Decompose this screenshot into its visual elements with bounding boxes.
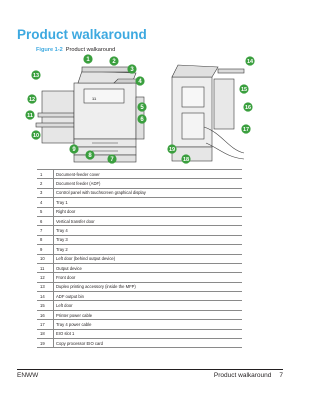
part-description: Tray 1	[54, 198, 243, 207]
svg-text:13: 13	[32, 73, 40, 80]
svg-text:6: 6	[140, 117, 144, 124]
footer-section	[214, 372, 283, 379]
part-number: 7	[37, 226, 54, 235]
page-title: Product walkaround	[17, 27, 147, 42]
svg-text:14: 14	[246, 59, 254, 66]
table-row	[37, 188, 242, 197]
part-number: 18	[37, 329, 54, 338]
table-row	[37, 263, 242, 272]
table-row	[37, 292, 242, 301]
part-description: Tray 4	[54, 226, 243, 235]
footer-section-title: Product walkaround	[213, 372, 272, 379]
svg-text:9: 9	[72, 147, 76, 154]
part-number: 10	[37, 254, 54, 263]
table-row	[37, 235, 242, 244]
product-walkaround-illustration	[22, 53, 258, 165]
part-number: 2	[37, 179, 54, 188]
callout-9	[69, 144, 78, 153]
callout-19	[167, 144, 176, 153]
footer-rule	[17, 369, 283, 370]
part-description: ADF output bin	[54, 292, 243, 301]
callout-8	[85, 150, 94, 159]
table-row	[37, 339, 242, 348]
svg-text:11: 11	[27, 113, 33, 120]
parts-table	[37, 169, 242, 348]
rear-left-door-drawing	[214, 79, 234, 129]
table-row	[37, 320, 242, 329]
callout-12	[27, 94, 36, 103]
part-number: 5	[37, 207, 54, 216]
part-description: EIO slot 1	[54, 329, 243, 338]
part-number: 19	[37, 339, 54, 348]
svg-text:4: 4	[138, 79, 142, 86]
callout-15	[239, 84, 248, 93]
part-number: 4	[37, 198, 54, 207]
part-description: Right door	[54, 207, 243, 216]
table-row	[37, 198, 242, 207]
part-description: Output device	[54, 263, 243, 272]
part-description: Document-feeder cover	[54, 170, 243, 179]
table-row	[37, 170, 242, 179]
table-row	[37, 273, 242, 282]
callout-5	[137, 102, 146, 111]
part-number: 17	[37, 320, 54, 329]
table-row	[37, 329, 242, 338]
part-description: Control panel with touchscreen graphical display	[54, 188, 243, 197]
part-description: Duplex printing accessory (inside the MFP)	[54, 282, 243, 291]
table-row	[37, 245, 242, 254]
callout-2	[109, 56, 118, 65]
svg-text:8: 8	[88, 153, 92, 160]
svg-text:1: 1	[86, 57, 90, 64]
part-number: 16	[37, 310, 54, 319]
footer-brand: ENWW	[17, 372, 39, 379]
svg-text:16: 16	[244, 105, 252, 112]
svg-text:10: 10	[32, 133, 40, 140]
part-description: Tray 4 power cable	[54, 320, 243, 329]
svg-text:17: 17	[242, 127, 250, 134]
table-row	[37, 207, 242, 216]
part-description: Left door	[54, 301, 243, 310]
part-description: Front door	[54, 273, 243, 282]
table-row	[37, 282, 242, 291]
callout-7	[107, 154, 116, 163]
svg-text:19: 19	[168, 147, 176, 154]
svg-text:12: 12	[28, 97, 36, 104]
callout-13	[31, 70, 40, 79]
part-description: Copy processor EIO card	[54, 339, 243, 348]
table-row	[37, 179, 242, 188]
part-number: 15	[37, 301, 54, 310]
part-description: Vertical transfer door	[54, 216, 243, 225]
part-number: 8	[37, 235, 54, 244]
device-label-11: 11	[92, 96, 97, 101]
callout-18	[181, 154, 190, 163]
part-description: Tray 2	[54, 245, 243, 254]
callout-14	[245, 56, 254, 65]
part-description: Left door (behind output device)	[54, 254, 243, 263]
svg-text:2: 2	[112, 59, 116, 66]
svg-text:18: 18	[182, 157, 190, 164]
part-description: Document feeder (ADF)	[54, 179, 243, 188]
part-number: 6	[37, 216, 54, 225]
callout-11	[25, 110, 34, 119]
callout-1	[83, 54, 92, 63]
table-row	[37, 216, 242, 225]
part-description: Tray 3	[54, 235, 243, 244]
table-row	[37, 301, 242, 310]
part-number: 9	[37, 245, 54, 254]
part-number: 3	[37, 188, 54, 197]
part-number: 11	[37, 263, 54, 272]
part-number: 14	[37, 292, 54, 301]
figure-caption-text: Product walkaround	[65, 47, 116, 53]
svg-text:3: 3	[130, 67, 134, 74]
callout-17	[241, 124, 250, 133]
callout-16	[243, 102, 252, 111]
part-number: 12	[37, 273, 54, 282]
callout-4	[135, 76, 144, 85]
part-number: 1	[37, 170, 54, 179]
table-row	[37, 310, 242, 319]
page-number: 7	[279, 372, 283, 379]
table-row	[37, 226, 242, 235]
tray-4-drawing	[74, 155, 136, 162]
adf-output-bin-drawing	[218, 69, 244, 73]
figure-label: Figure 1-2	[36, 47, 63, 53]
callout-10	[31, 130, 40, 139]
callout-3	[127, 64, 136, 73]
callout-6	[137, 114, 146, 123]
table-row	[37, 254, 242, 263]
part-description: Printer power cable	[54, 310, 243, 319]
svg-text:15: 15	[240, 87, 248, 94]
svg-text:5: 5	[140, 105, 144, 112]
svg-text:7: 7	[110, 157, 114, 164]
part-number: 13	[37, 282, 54, 291]
